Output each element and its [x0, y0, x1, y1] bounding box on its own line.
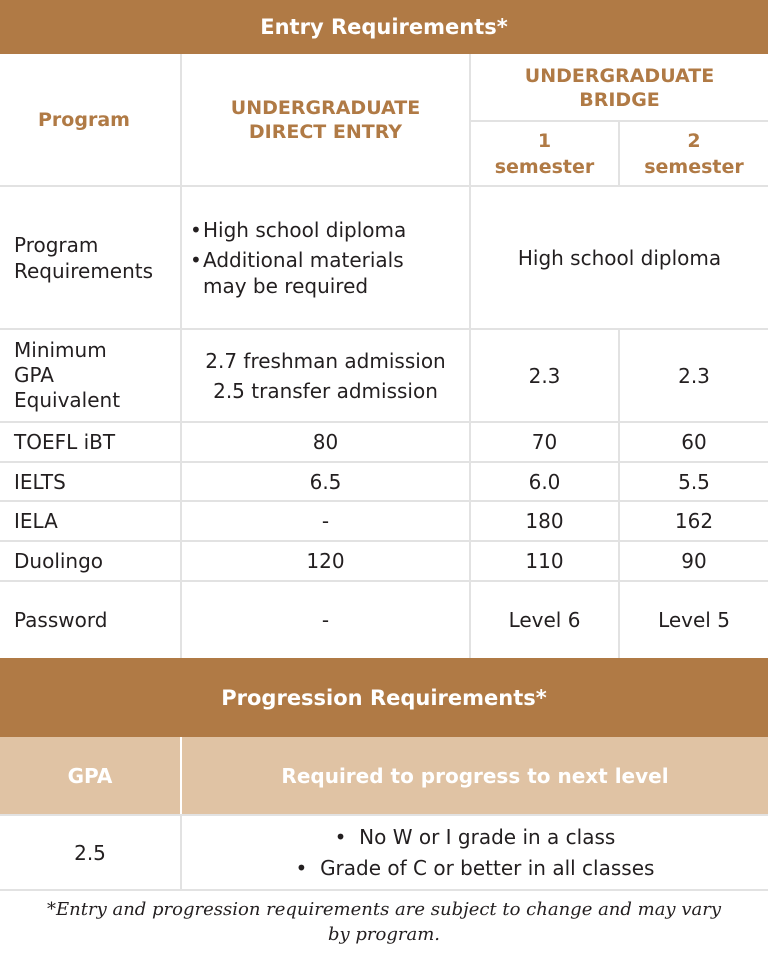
- semester-1-header: 1 semester: [494, 129, 595, 178]
- row-label: IELA: [14, 509, 58, 533]
- progression-item: • No W or I grade in a class: [334, 825, 616, 849]
- semester-2-value: 162: [674, 509, 714, 533]
- semester-1-value: 110: [525, 549, 564, 573]
- semester-2-value: Level 5: [658, 608, 730, 632]
- footnote: *Entry and progression requirements are subject to change and may vary by program.: [47, 899, 721, 945]
- progression-list: [296, 819, 655, 886]
- semester-2-value: 90: [681, 549, 707, 573]
- row-label: Minimum GPA Equivalent: [14, 338, 121, 412]
- entry-title: Entry Requirements*: [0, 0, 768, 54]
- direct-requirements-cell: [182, 187, 469, 328]
- program-header: Program: [38, 108, 130, 131]
- semester-2-value: 5.5: [678, 469, 710, 494]
- required-header: Required to progress to next level: [281, 763, 669, 788]
- semester-2-value: 2.3: [678, 363, 710, 388]
- bridge-requirements-cell: High school diploma: [517, 245, 722, 270]
- program-requirements-label: Program Requirements: [14, 232, 154, 283]
- gpa-value: 2.5: [74, 840, 106, 865]
- direct-entry-header: UNDERGRADUATE DIRECT ENTRY: [230, 96, 421, 143]
- gpa-header: GPA: [67, 763, 113, 788]
- semester-2-value: 60: [681, 430, 707, 454]
- row-label: TOEFL iBT: [14, 430, 116, 454]
- row-label: Password: [14, 608, 108, 632]
- semester-2-header: 2 semester: [644, 129, 744, 178]
- direct-value: -: [321, 608, 330, 632]
- requirement-item: • Additional materials may be required: [190, 247, 404, 298]
- row-label: IELTS: [14, 469, 66, 494]
- semester-1-value: Level 6: [508, 608, 581, 632]
- direct-value: -: [321, 509, 330, 533]
- semester-1-value: 70: [531, 430, 558, 454]
- progression-title: Progression Requirements*: [0, 658, 768, 737]
- direct-value: 6.5: [309, 469, 342, 494]
- semester-1-value: 180: [525, 509, 564, 533]
- row-label: Duolingo: [14, 549, 104, 573]
- header-divider: [180, 737, 182, 814]
- direct-value: 80: [312, 430, 339, 454]
- progression-requirements-cell: [182, 816, 768, 889]
- progression-header-row: [0, 737, 768, 814]
- progression-item: • Grade of C or better in all classes: [295, 856, 655, 880]
- direct-value: 120: [306, 549, 345, 573]
- semester-1-value: 6.0: [528, 469, 561, 494]
- requirement-item: • High school diploma: [190, 217, 407, 242]
- direct-value: 2.7 freshman admission 2.5 transfer admission: [205, 348, 446, 403]
- semester-1-value: 2.3: [528, 363, 561, 388]
- direct-requirements-list: [190, 213, 443, 303]
- bridge-header: UNDERGRADUATE BRIDGE: [524, 65, 715, 111]
